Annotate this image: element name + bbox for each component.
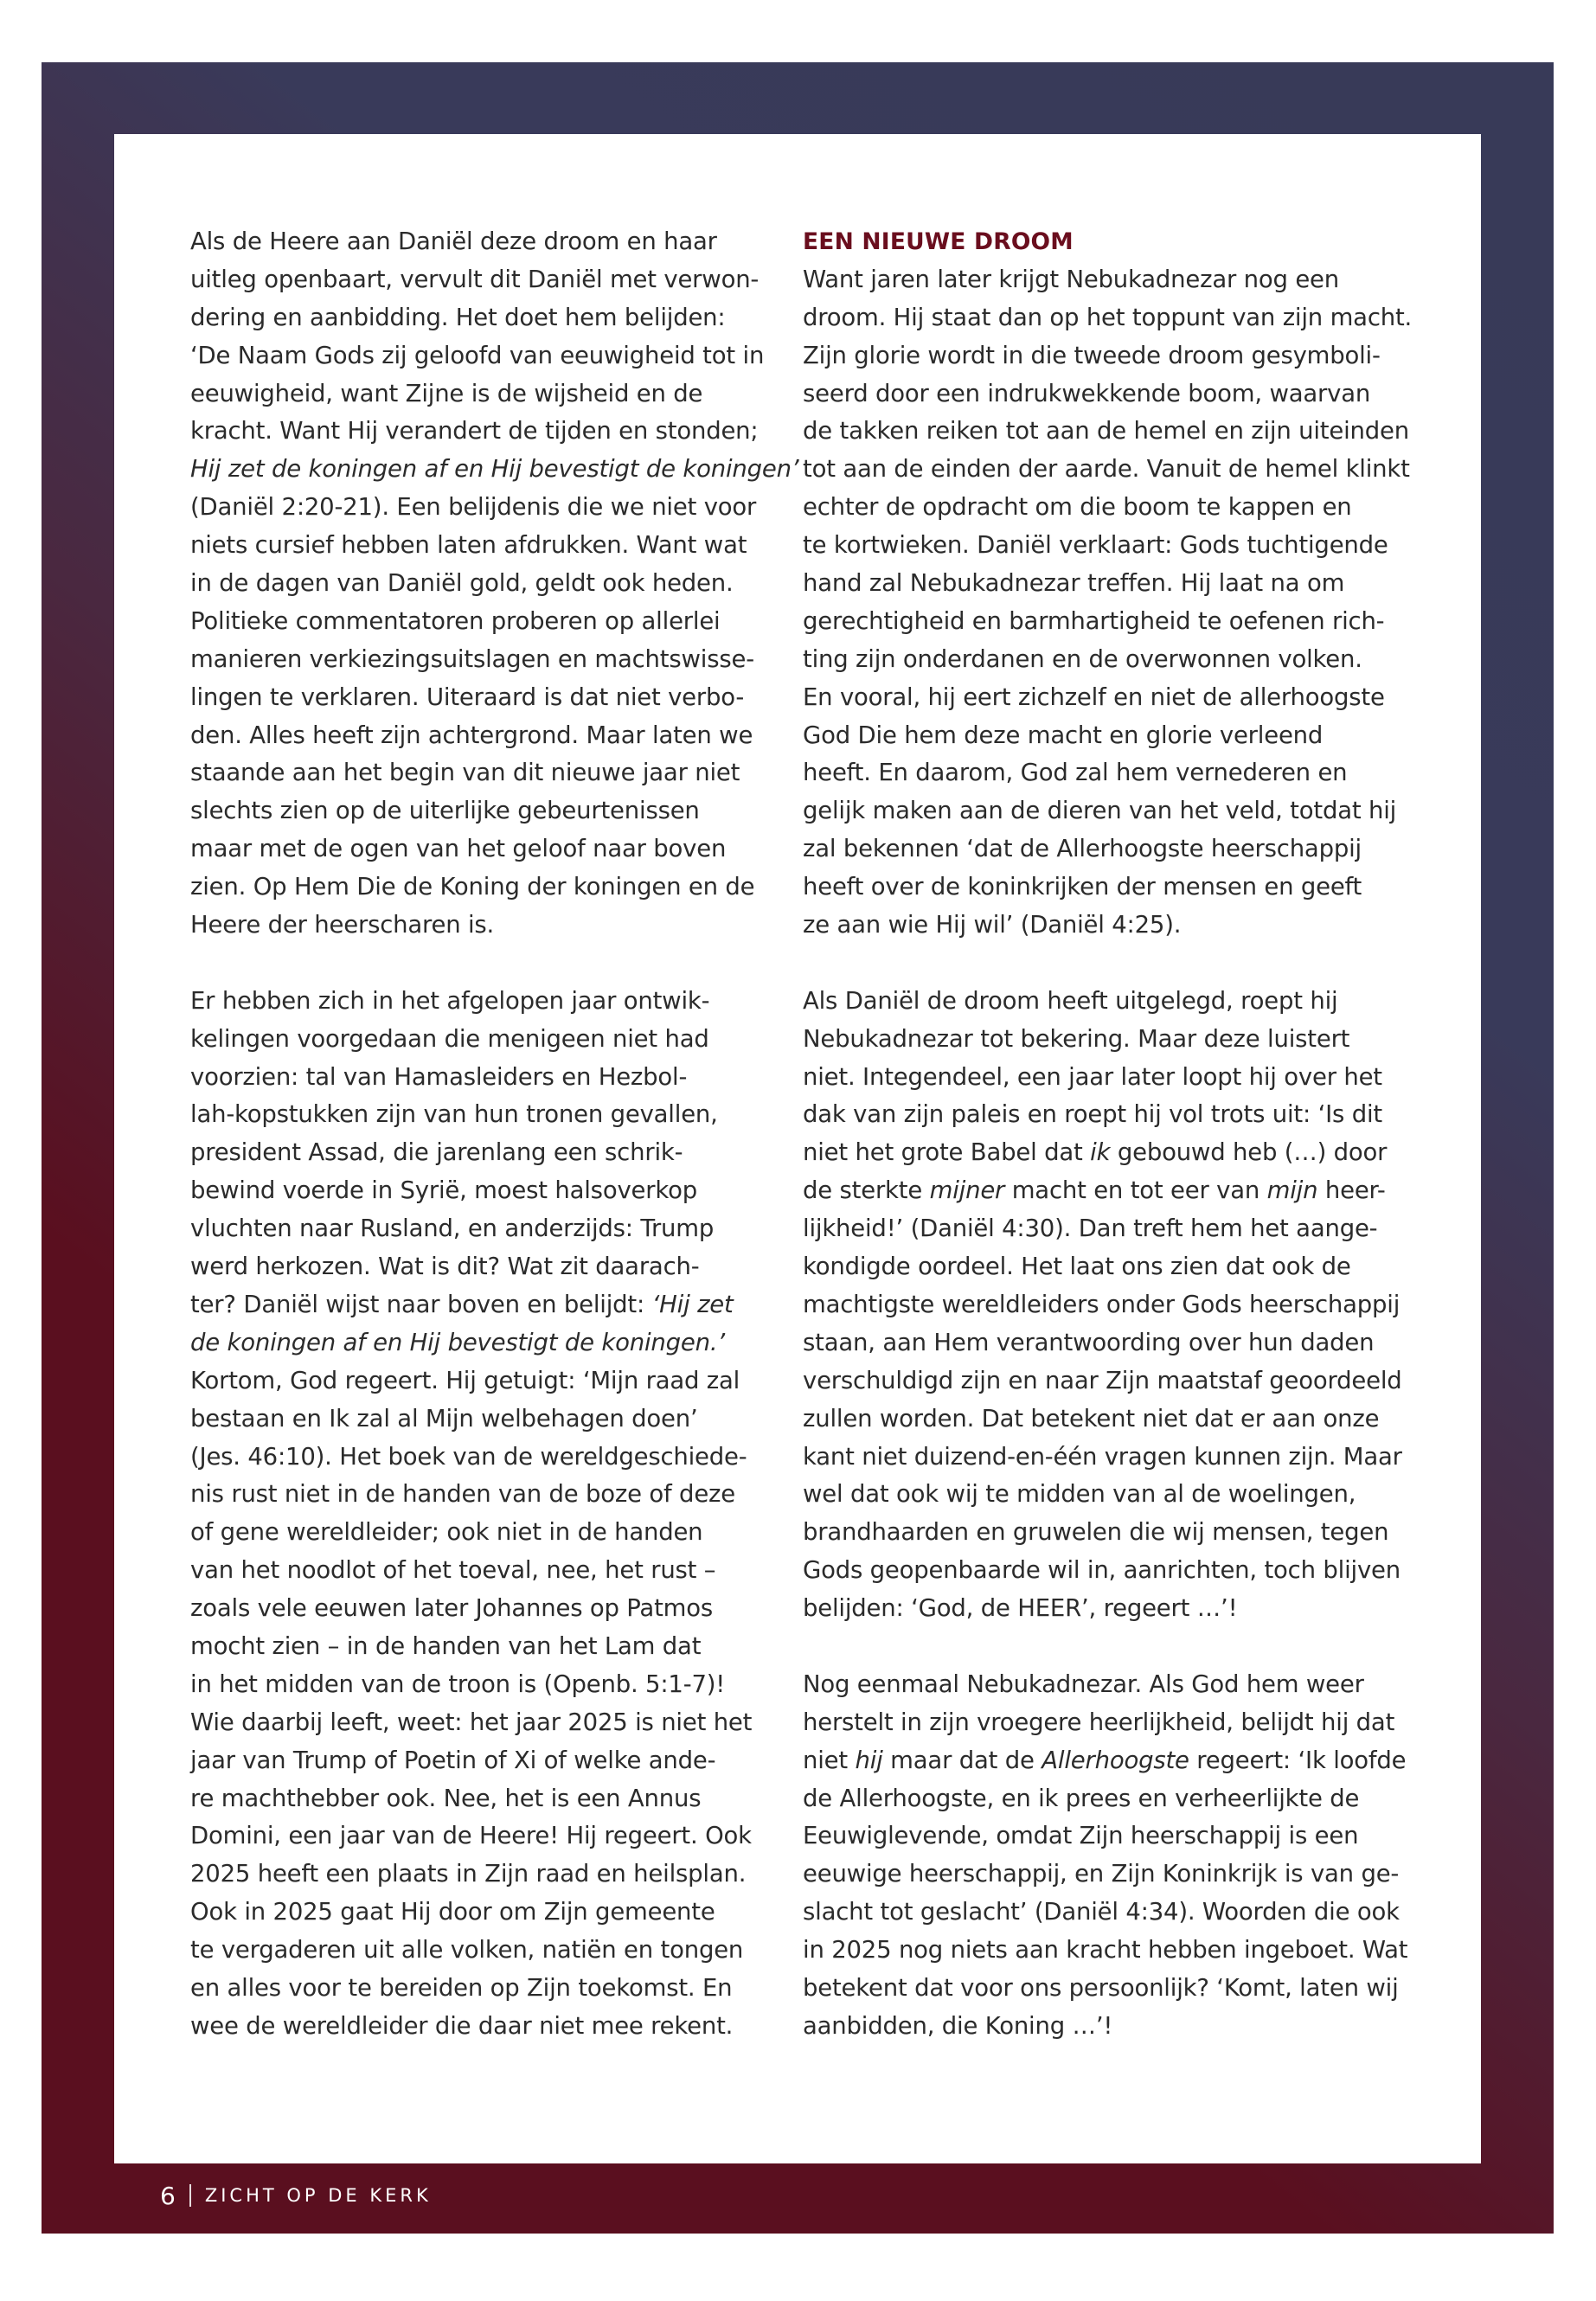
text-line (190, 489, 757, 527)
text-line (803, 2008, 1382, 2046)
text-line (803, 1590, 1382, 1628)
text-line (190, 1590, 753, 1628)
text-line (190, 1932, 753, 1970)
text-line (190, 565, 753, 603)
line-text: en alles voor te bereiden op Zijn toekomst. En (190, 1973, 733, 2002)
text-line (803, 1970, 1399, 2008)
line-text: zal bekennen ‘dat de Allerhoogste heerschappij (803, 835, 1362, 863)
text-line (803, 603, 1385, 641)
text-line (803, 1894, 1400, 1932)
text-line (190, 1742, 753, 1780)
line-text: Eeuwiglevende, omdat Zijn heerschappij is een (803, 1822, 1359, 1850)
line-text: van het noodlot of het toeval, nee, het rust – (190, 1556, 716, 1585)
line-text: staande aan het begin van dit nieuwe jaar niet (190, 759, 740, 787)
emphasis-text: de koningen af en Hij bevestigt de koningen.’ (190, 1328, 725, 1356)
line-text: God Die hem deze macht en glorie verleend (803, 721, 1324, 749)
text-line (190, 1817, 753, 1856)
text-line (190, 451, 799, 489)
line-text: zien. Op Hem Die de Koning der koningen en de (190, 873, 755, 901)
line-text: niet. Integendeel, een jaar later loopt hij over het (803, 1062, 1382, 1091)
line-text: eeuwige heerschappij, en Zijn Koninkrijk is van ge- (803, 1860, 1400, 1888)
line-text: ter? Daniël wijst naar boven en belijdt: (190, 1290, 652, 1318)
text-line (803, 1514, 1389, 1552)
text-line (803, 1856, 1400, 1894)
line-text: kelingen voorgedaan die menigeen niet had (190, 1024, 709, 1053)
text-line (803, 1324, 1382, 1362)
text-line (190, 299, 753, 337)
line-text: re machthebber ook. Nee, het is een Annus (190, 1784, 702, 1812)
text-line (190, 1856, 753, 1894)
text-line (190, 1096, 753, 1134)
line-text: lingen te verklaren. Uiteraard is dat niet verbo- (190, 683, 745, 711)
text-line (803, 1059, 1382, 1097)
line-text: dering en aanbidding. Het doet hem belijden: (190, 303, 726, 331)
footer-divider (189, 2184, 191, 2207)
line-text: jaar van Trump of Poetin of Xi of welke ande- (190, 1746, 716, 1774)
text-line (803, 1552, 1401, 1590)
emphasis-text: hij (855, 1746, 883, 1774)
line-text: machtigste wereldleiders onder Gods heerschappij (803, 1290, 1401, 1318)
text-line (803, 1210, 1382, 1248)
line-text: macht en tot eer van (1004, 1176, 1267, 1205)
line-text: regeert: ‘Ik loofde (1189, 1746, 1407, 1774)
line-text: vluchten naar Rusland, en anderzijds: Trump (190, 1215, 715, 1243)
text-line (803, 1817, 1382, 1856)
line-text: En vooral, hij eert zichzelf en niet de allerhoogste (803, 683, 1385, 711)
text-line (190, 1286, 753, 1324)
text-line (190, 1134, 753, 1172)
line-text: Er hebben zich in het afgelopen jaar ontwik- (190, 986, 710, 1015)
text-line (803, 907, 1382, 945)
line-text: Ook in 2025 gaat Hij door om Zijn gemeente (190, 1898, 715, 1926)
line-text: kondigde oordeel. Het laat ons zien dat ook de (803, 1253, 1351, 1281)
text-line (190, 1780, 753, 1818)
section-heading: EEN NIEUWE DROOM (803, 228, 1074, 255)
line-text: de takken reiken tot aan de hemel en zijn uiteinden (803, 417, 1409, 445)
text-line (803, 641, 1382, 679)
text-line (190, 641, 753, 679)
line-text: de Allerhoogste, en ik prees en verheerlijkte de (803, 1784, 1360, 1812)
text-line (190, 413, 759, 451)
line-text: manieren verkiezingsuitslagen en machtswisse- (190, 644, 754, 673)
line-text: 2025 heeft een plaats in Zijn raad en heilsplan. (190, 1860, 747, 1888)
page-number: 6 (160, 2181, 176, 2210)
line-text: herstelt in zijn vroegere heerlijkheid, belijdt hij dat (803, 1708, 1395, 1736)
line-text: president Assad, die jarenlang een schrik- (190, 1138, 683, 1167)
line-text: Politieke commentatoren proberen op allerlei (190, 606, 721, 635)
line-text: droom. Hij staat dan op het toppunt van zijn macht. (803, 303, 1413, 331)
text-line (190, 1704, 753, 1742)
line-text: betekent dat voor ons persoonlijk? ‘Komt, laten wij (803, 1973, 1399, 2002)
line-text: in de dagen van Daniël gold, geldt ook heden. (190, 569, 734, 598)
line-text: staan, aan Hem verantwoording over hun daden (803, 1328, 1375, 1356)
line-text: hand zal Nebukadnezar treffen. Hij laat na om (803, 569, 1345, 598)
line-text: of gene wereldleider; ook niet in de handen (190, 1518, 703, 1547)
text-line (190, 792, 753, 830)
text-line (190, 907, 753, 945)
text-line (803, 1439, 1402, 1477)
line-text: wee de wereldleider die daar niet mee rekent. (190, 2011, 734, 2040)
magazine-title: ZICHT OP DE KERK (204, 2185, 432, 2206)
page-footer (160, 2178, 432, 2213)
text-line (803, 1476, 1382, 1514)
text-line (190, 1324, 753, 1362)
line-text: (Jes. 46:10). Het boek van de wereldgeschiede- (190, 1442, 747, 1471)
text-line (190, 1172, 753, 1210)
text-line (803, 1704, 1395, 1742)
line-text: tot aan de einden der aarde. Vanuit de hemel klinkt (803, 455, 1410, 484)
line-text: dak van zijn paleis en roept hij vol trots uit: ‘Is dit (803, 1100, 1383, 1129)
line-text: in het midden van de troon is (Openb. 5:1-7)! (190, 1670, 726, 1698)
text-line (190, 1439, 753, 1477)
line-text: ‘De Naam Gods zij geloofd van eeuwigheid tot in (190, 341, 765, 369)
text-line (190, 868, 753, 907)
line-text: uitleg openbaart, vervult dit Daniël met verwon- (190, 265, 760, 293)
line-text: te vergaderen uit alle volken, natiën en tongen (190, 1936, 744, 1965)
text-line (190, 679, 753, 717)
text-line (190, 261, 760, 299)
line-text: aanbidden, die Koning …’! (803, 2011, 1113, 2040)
text-line (803, 754, 1382, 792)
line-text: maar dat de (882, 1746, 1042, 1774)
line-text: seerd door een indrukwekkende boom, waarvan (803, 379, 1371, 407)
line-text: Gods geopenbaarde wil in, aanrichten, toch blijven (803, 1556, 1401, 1585)
text-line (803, 413, 1409, 451)
line-text: Als de Heere aan Daniël deze droom en haar (190, 228, 717, 255)
line-text: lah-kopstukken zijn van hun tronen gevallen, (190, 1100, 718, 1129)
emphasis-text: mijner (929, 1176, 1005, 1205)
text-line (190, 603, 753, 641)
line-text: wel dat ook wij te midden van al de woelingen, (803, 1480, 1356, 1509)
emphasis-text: ik (1090, 1138, 1111, 1167)
line-text: (Daniël 2:20-21). Een belijdenis die we niet voor (190, 493, 757, 522)
text-line (190, 1476, 753, 1514)
line-text: te kortwieken. Daniël verklaart: Gods tuchtigende (803, 531, 1388, 560)
line-text: Nebukadnezar tot bekering. Maar deze luistert (803, 1024, 1350, 1053)
text-line (803, 868, 1382, 907)
line-text: maar met de ogen van het geloof naar boven (190, 835, 727, 863)
line-text: Nog eenmaal Nebukadnezar. Als God hem weer (803, 1670, 1364, 1698)
text-line (803, 527, 1388, 565)
line-text: bewind voerde in Syrië, moest halsoverkop (190, 1176, 697, 1205)
line-text: Domini, een jaar van de Heere! Hij regeert. Ook (190, 1822, 752, 1850)
text-line (190, 1552, 753, 1590)
line-text: heeft over de koninkrijken der mensen en geeft (803, 873, 1362, 901)
line-text: slacht tot geslacht’ (Daniël 4:34). Woorden die ook (803, 1898, 1400, 1926)
line-text: brandhaarden en gruwelen die wij mensen, tegen (803, 1518, 1389, 1547)
line-text: den. Alles heeft zijn achtergrond. Maar laten we (190, 721, 753, 749)
line-text: verschuldigd zijn en naar Zijn maatstaf geoordeeld (803, 1366, 1402, 1394)
line-text: Wie daarbij leeft, weet: het jaar 2025 is niet het (190, 1708, 753, 1736)
line-text: ting zijn onderdanen en de overwonnen volken. (803, 644, 1362, 673)
text-line (803, 717, 1382, 755)
text-line (803, 983, 1382, 1021)
line-text: Als Daniël de droom heeft uitgelegd, roept hij (803, 986, 1338, 1015)
text-line (803, 489, 1382, 527)
text-line (190, 1514, 753, 1552)
text-line (190, 1059, 753, 1097)
text-line (190, 1210, 753, 1248)
text-line (190, 983, 753, 1021)
text-line (803, 1666, 1382, 1704)
text-line (190, 375, 753, 413)
emphasis-text: mijn (1266, 1176, 1318, 1205)
line-text: in 2025 nog niets aan kracht hebben ingeboet. Wat (803, 1936, 1408, 1965)
line-text: Want jaren later krijgt Nebukadnezar nog een (803, 265, 1339, 293)
line-text: gerechtigheid en barmhartigheid te oefenen rich- (803, 606, 1385, 635)
line-text: belijden: ‘God, de HEER’, regeert …’! (803, 1594, 1238, 1623)
text-line (803, 1134, 1388, 1172)
text-line (803, 1172, 1386, 1210)
text-line (803, 679, 1385, 717)
text-line (190, 1400, 753, 1439)
text-line (803, 1742, 1407, 1780)
line-text: bestaan en Ik zal al Mijn welbehagen doen’ (190, 1404, 698, 1433)
text-line (803, 451, 1410, 489)
line-text: echter de opdracht om die boom te kappen en (803, 493, 1352, 522)
line-text: zoals vele eeuwen later Johannes op Patmos (190, 1594, 714, 1623)
line-text: Heere der heerscharen is. (190, 911, 495, 939)
text-line (803, 792, 1397, 830)
text-line (190, 337, 765, 375)
text-line (803, 261, 1382, 299)
line-text: ze aan wie Hij wil’ (Daniël 4:25). (803, 911, 1182, 939)
text-line (190, 1666, 753, 1704)
line-text: niet het grote Babel dat (803, 1138, 1091, 1167)
text-line (803, 1362, 1402, 1400)
left-column (190, 223, 799, 2046)
text-line (190, 223, 753, 261)
text-line (803, 1400, 1382, 1439)
line-text: eeuwigheid, want Zijne is de wijsheid en de (190, 379, 703, 407)
paragraph-gap (803, 945, 1382, 983)
line-text: Kortom, God regeert. Hij getuigt: ‘Mijn raad zal (190, 1366, 740, 1394)
line-text: Zijn glorie wordt in die tweede droom gesymboli- (803, 341, 1381, 369)
text-line (190, 1970, 753, 2008)
text-line (190, 1894, 753, 1932)
text-line (803, 1248, 1382, 1286)
text-line (190, 527, 753, 565)
line-text: lijkheid!’ (Daniël 4:30). Dan treft hem het aange- (803, 1215, 1378, 1243)
text-line (803, 1932, 1408, 1970)
paragraph-gap (190, 945, 753, 983)
text-line (803, 830, 1382, 868)
text-line (803, 375, 1382, 413)
text-line (190, 1248, 753, 1286)
paragraph-gap (803, 1628, 1382, 1666)
emphasis-text: Allerhoogste (1042, 1746, 1189, 1774)
text-line (190, 1021, 753, 1059)
text-line (803, 1096, 1382, 1134)
line-text: kracht. Want Hij verandert de tijden en stonden; (190, 417, 759, 445)
emphasis-text: ‘Hij zet (651, 1290, 734, 1318)
text-line (190, 2008, 753, 2046)
line-text: mocht zien – in de handen van het Lam dat (190, 1631, 702, 1660)
emphasis-text: Hij zet de koningen af en Hij bevestigt de koningen’ (190, 455, 799, 484)
line-text: nis rust niet in de handen van de boze of deze (190, 1480, 735, 1509)
text-line (803, 565, 1382, 603)
text-line (803, 299, 1413, 337)
line-text: werd herkozen. Wat is dit? Wat zit daarach- (190, 1253, 700, 1281)
text-line (190, 1628, 753, 1666)
line-text: de sterkte (803, 1176, 930, 1205)
line-text: slechts zien op de uiterlijke gebeurtenissen (190, 797, 700, 825)
line-text: voorzien: tal van Hamasleiders en Hezbol- (190, 1062, 688, 1091)
line-text: niets cursief hebben laten afdrukken. Want wat (190, 531, 747, 560)
text-line (190, 717, 753, 755)
line-text: niet (803, 1746, 856, 1774)
text-line (803, 1021, 1382, 1059)
text-line (190, 754, 753, 792)
line-text: zullen worden. Dat betekent niet dat er aan onze (803, 1404, 1380, 1433)
line-text: heeft. En daarom, God zal hem vernederen en (803, 759, 1348, 787)
line-text: gelijk maken aan de dieren van het veld, totdat hij (803, 797, 1397, 825)
text-line (803, 1780, 1382, 1818)
line-text: gebouwd heb (…) door (1110, 1138, 1388, 1167)
text-line (190, 830, 753, 868)
line-text: heer- (1317, 1176, 1386, 1205)
right-column (803, 223, 1413, 2046)
text-line (803, 1286, 1401, 1324)
text-line (190, 1362, 753, 1400)
text-line (803, 337, 1382, 375)
line-text: kant niet duizend-en-één vragen kunnen zijn. Maar (803, 1442, 1402, 1471)
